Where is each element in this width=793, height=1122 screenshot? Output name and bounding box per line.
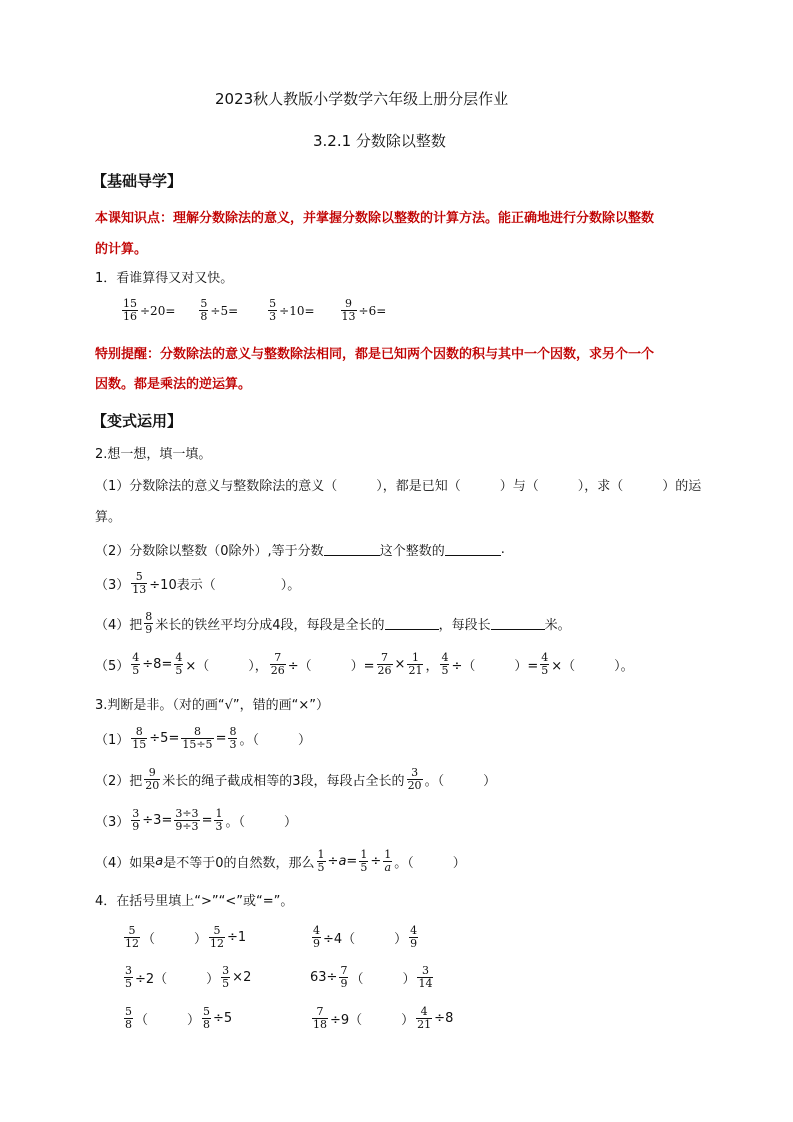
fraction: $\frac{5}{12}$ — [210, 924, 225, 950]
text: 米长的铁丝平均分成4段，每段是全长的 — [155, 618, 385, 633]
question-2-5 — [95, 652, 634, 677]
text: 米。 — [544, 618, 571, 633]
question-4-row-3-left — [122, 1006, 232, 1031]
text: 。（ ） — [424, 774, 497, 789]
answer-bracket[interactable]: ÷4（ ） — [323, 932, 408, 947]
variable: a — [155, 854, 164, 869]
fraction: $\frac{1}{a}$ — [384, 848, 392, 874]
text: ÷3= — [142, 813, 173, 828]
fraction: $\frac{4}{5}$ — [441, 651, 449, 677]
page-title: 2023秋人教版小学数学六年级上册分层作业 — [215, 90, 509, 108]
question-3-3 — [95, 808, 297, 833]
question-3-label: 3.判断是非。（对的画“√”，错的画“×”） — [95, 698, 330, 713]
fraction: $\frac{3}{5}$ — [222, 964, 230, 990]
fraction: $\frac{3}{14}$ — [418, 964, 433, 990]
answer-blank[interactable] — [491, 617, 545, 630]
answer-blank[interactable] — [385, 617, 439, 630]
text: 。（ ） — [225, 815, 297, 830]
answer-bracket[interactable]: （ ） — [135, 1013, 201, 1028]
question-3-4 — [95, 849, 466, 874]
text: ÷8 — [434, 1011, 454, 1026]
question-1-items — [120, 298, 386, 323]
text: （2）分数除以整数（0除外）,等于分数 — [95, 544, 324, 559]
text: （3） — [95, 815, 130, 830]
fraction: $\frac{9}{13}$ — [341, 297, 356, 323]
fraction: $\frac{3\div 3}{9\div 3}$ — [175, 807, 199, 833]
fraction: $\frac{8}{15\div 5}$ — [182, 725, 213, 751]
text: ÷（ ）= — [287, 659, 375, 674]
expression-op: ÷20= — [140, 303, 176, 318]
text: = — [346, 854, 358, 869]
text: ÷ — [327, 854, 339, 869]
question-2-1-line2: 算。 — [95, 510, 122, 525]
fraction: $\frac{3}{20}$ — [407, 766, 422, 792]
text: × — [394, 657, 406, 672]
fraction: $\frac{5}{12}$ — [125, 924, 139, 950]
answer-bracket[interactable]: （ ） — [142, 932, 208, 947]
fraction: $\frac{8}{15}$ — [132, 725, 147, 751]
fraction: $\frac{8}{3}$ — [229, 725, 237, 751]
text: ×2 — [232, 970, 252, 985]
text: ÷（ ）= — [451, 659, 539, 674]
question-4-row-1-right — [310, 925, 420, 950]
text: ÷10表示（ ）。 — [149, 578, 301, 593]
fraction: $\frac{7}{26}$ — [377, 651, 392, 677]
question-1-label: 1．看谁算得又对又快。 — [95, 271, 234, 286]
text: 这个整数的 — [379, 544, 445, 559]
fraction: $\frac{15}{16}$ — [123, 297, 137, 323]
section-heading-variant: 【变式运用】 — [92, 412, 183, 430]
fraction: $\frac{5}{13}$ — [132, 570, 147, 596]
question-4-label: 4．在括号里填上“>”“<”或“=”。 — [95, 894, 294, 909]
answer-bracket[interactable]: （ ） — [350, 972, 416, 987]
tip-line1: 特别提醒：分数除法的意义与整数除法相同，都是已知两个因数的积与其中一个因数，求另个一个 — [95, 347, 655, 362]
page-subtitle: 3.2.1 分数除以整数 — [313, 132, 446, 150]
fraction: $\frac{7}{26}$ — [270, 651, 285, 677]
text: = — [215, 731, 227, 746]
text: . — [500, 542, 505, 557]
fraction: $\frac{4}{21}$ — [417, 1005, 432, 1031]
fraction: $\frac{9}{20}$ — [145, 766, 160, 792]
text: ×（ ）， — [185, 659, 268, 674]
text: （4）把 — [95, 618, 143, 633]
answer-blank[interactable] — [445, 543, 501, 556]
text: ÷ — [370, 854, 382, 869]
question-4-row-1-left — [122, 925, 246, 950]
fraction: $\frac{5}{8}$ — [200, 297, 208, 323]
answer-bracket[interactable]: ÷9（ ） — [330, 1013, 415, 1028]
knowledge-point-line2: 的计算。 — [95, 242, 148, 257]
fraction: $\frac{4}{9}$ — [313, 924, 320, 950]
text: 63÷ — [310, 970, 338, 985]
variable: a — [338, 854, 347, 869]
text: （3） — [95, 578, 130, 593]
fraction: $\frac{3}{5}$ — [125, 964, 132, 990]
answer-bracket[interactable]: ÷2（ ） — [135, 972, 220, 987]
fraction: $\frac{1}{5}$ — [360, 848, 368, 874]
question-2-2 — [95, 540, 505, 559]
text: 米长的绳子截成相等的3段，每段占全长的 — [162, 774, 405, 789]
fraction: $\frac{4}{5}$ — [175, 651, 183, 677]
question-4-row-3-right — [310, 1006, 453, 1031]
expression-op: ÷5= — [210, 303, 239, 318]
question-2-label: 2.想一想，填一填。 — [95, 447, 212, 462]
text: 。（ ） — [394, 856, 466, 871]
text: ，每段长 — [438, 618, 491, 633]
text: 。（ ） — [239, 733, 311, 748]
answer-blank[interactable] — [324, 543, 380, 556]
text: ÷5 — [213, 1011, 233, 1026]
text: （2）把 — [95, 774, 143, 789]
fraction: $\frac{7}{9}$ — [340, 964, 348, 990]
text: ÷1 — [227, 930, 247, 945]
fraction: $\frac{4}{5}$ — [132, 651, 140, 677]
question-4-row-2-left — [122, 965, 251, 990]
text: 是不等于0的自然数，那么 — [163, 856, 315, 871]
knowledge-point-line1: 本课知识点：理解分数除法的意义，并掌握分数除以整数的计算方法。能正确地进行分数除以整数 — [95, 211, 655, 226]
question-3-1 — [95, 726, 311, 751]
fraction: $\frac{1}{21}$ — [408, 651, 423, 677]
question-3-2 — [95, 767, 496, 792]
fraction: $\frac{7}{18}$ — [313, 1005, 327, 1031]
fraction: $\frac{5}{8}$ — [203, 1005, 211, 1031]
expression-op: ÷6= — [358, 303, 387, 318]
text: = — [201, 813, 213, 828]
fraction: $\frac{5}{8}$ — [125, 1005, 132, 1031]
text: （5） — [95, 659, 130, 674]
fraction: $\frac{4}{5}$ — [541, 651, 549, 677]
fraction: $\frac{4}{9}$ — [410, 924, 418, 950]
text: ， — [425, 659, 439, 674]
question-2-1-line1: （1）分数除法的意义与整数除法的意义（ ），都是已知（ ）与（ ），求（ ）的运 — [95, 479, 702, 494]
question-4-row-2-right — [310, 965, 435, 990]
question-2-4 — [95, 611, 571, 636]
question-2-3 — [95, 571, 300, 596]
fraction: $\frac{1}{3}$ — [215, 807, 223, 833]
fraction: $\frac{5}{3}$ — [269, 297, 277, 323]
fraction: $\frac{8}{9}$ — [145, 610, 153, 636]
text: （1） — [95, 733, 130, 748]
text: ÷8= — [142, 657, 173, 672]
text: （4）如果 — [95, 856, 156, 871]
expression-op: ÷10= — [279, 303, 315, 318]
text: ÷5= — [149, 731, 180, 746]
fraction: $\frac{3}{9}$ — [132, 807, 140, 833]
tip-line2: 因数。都是乘法的逆运算。 — [95, 377, 252, 392]
fraction: $\frac{1}{5}$ — [317, 848, 325, 874]
text: ×（ ）。 — [551, 659, 634, 674]
section-heading-basic: 【基础导学】 — [92, 172, 183, 190]
